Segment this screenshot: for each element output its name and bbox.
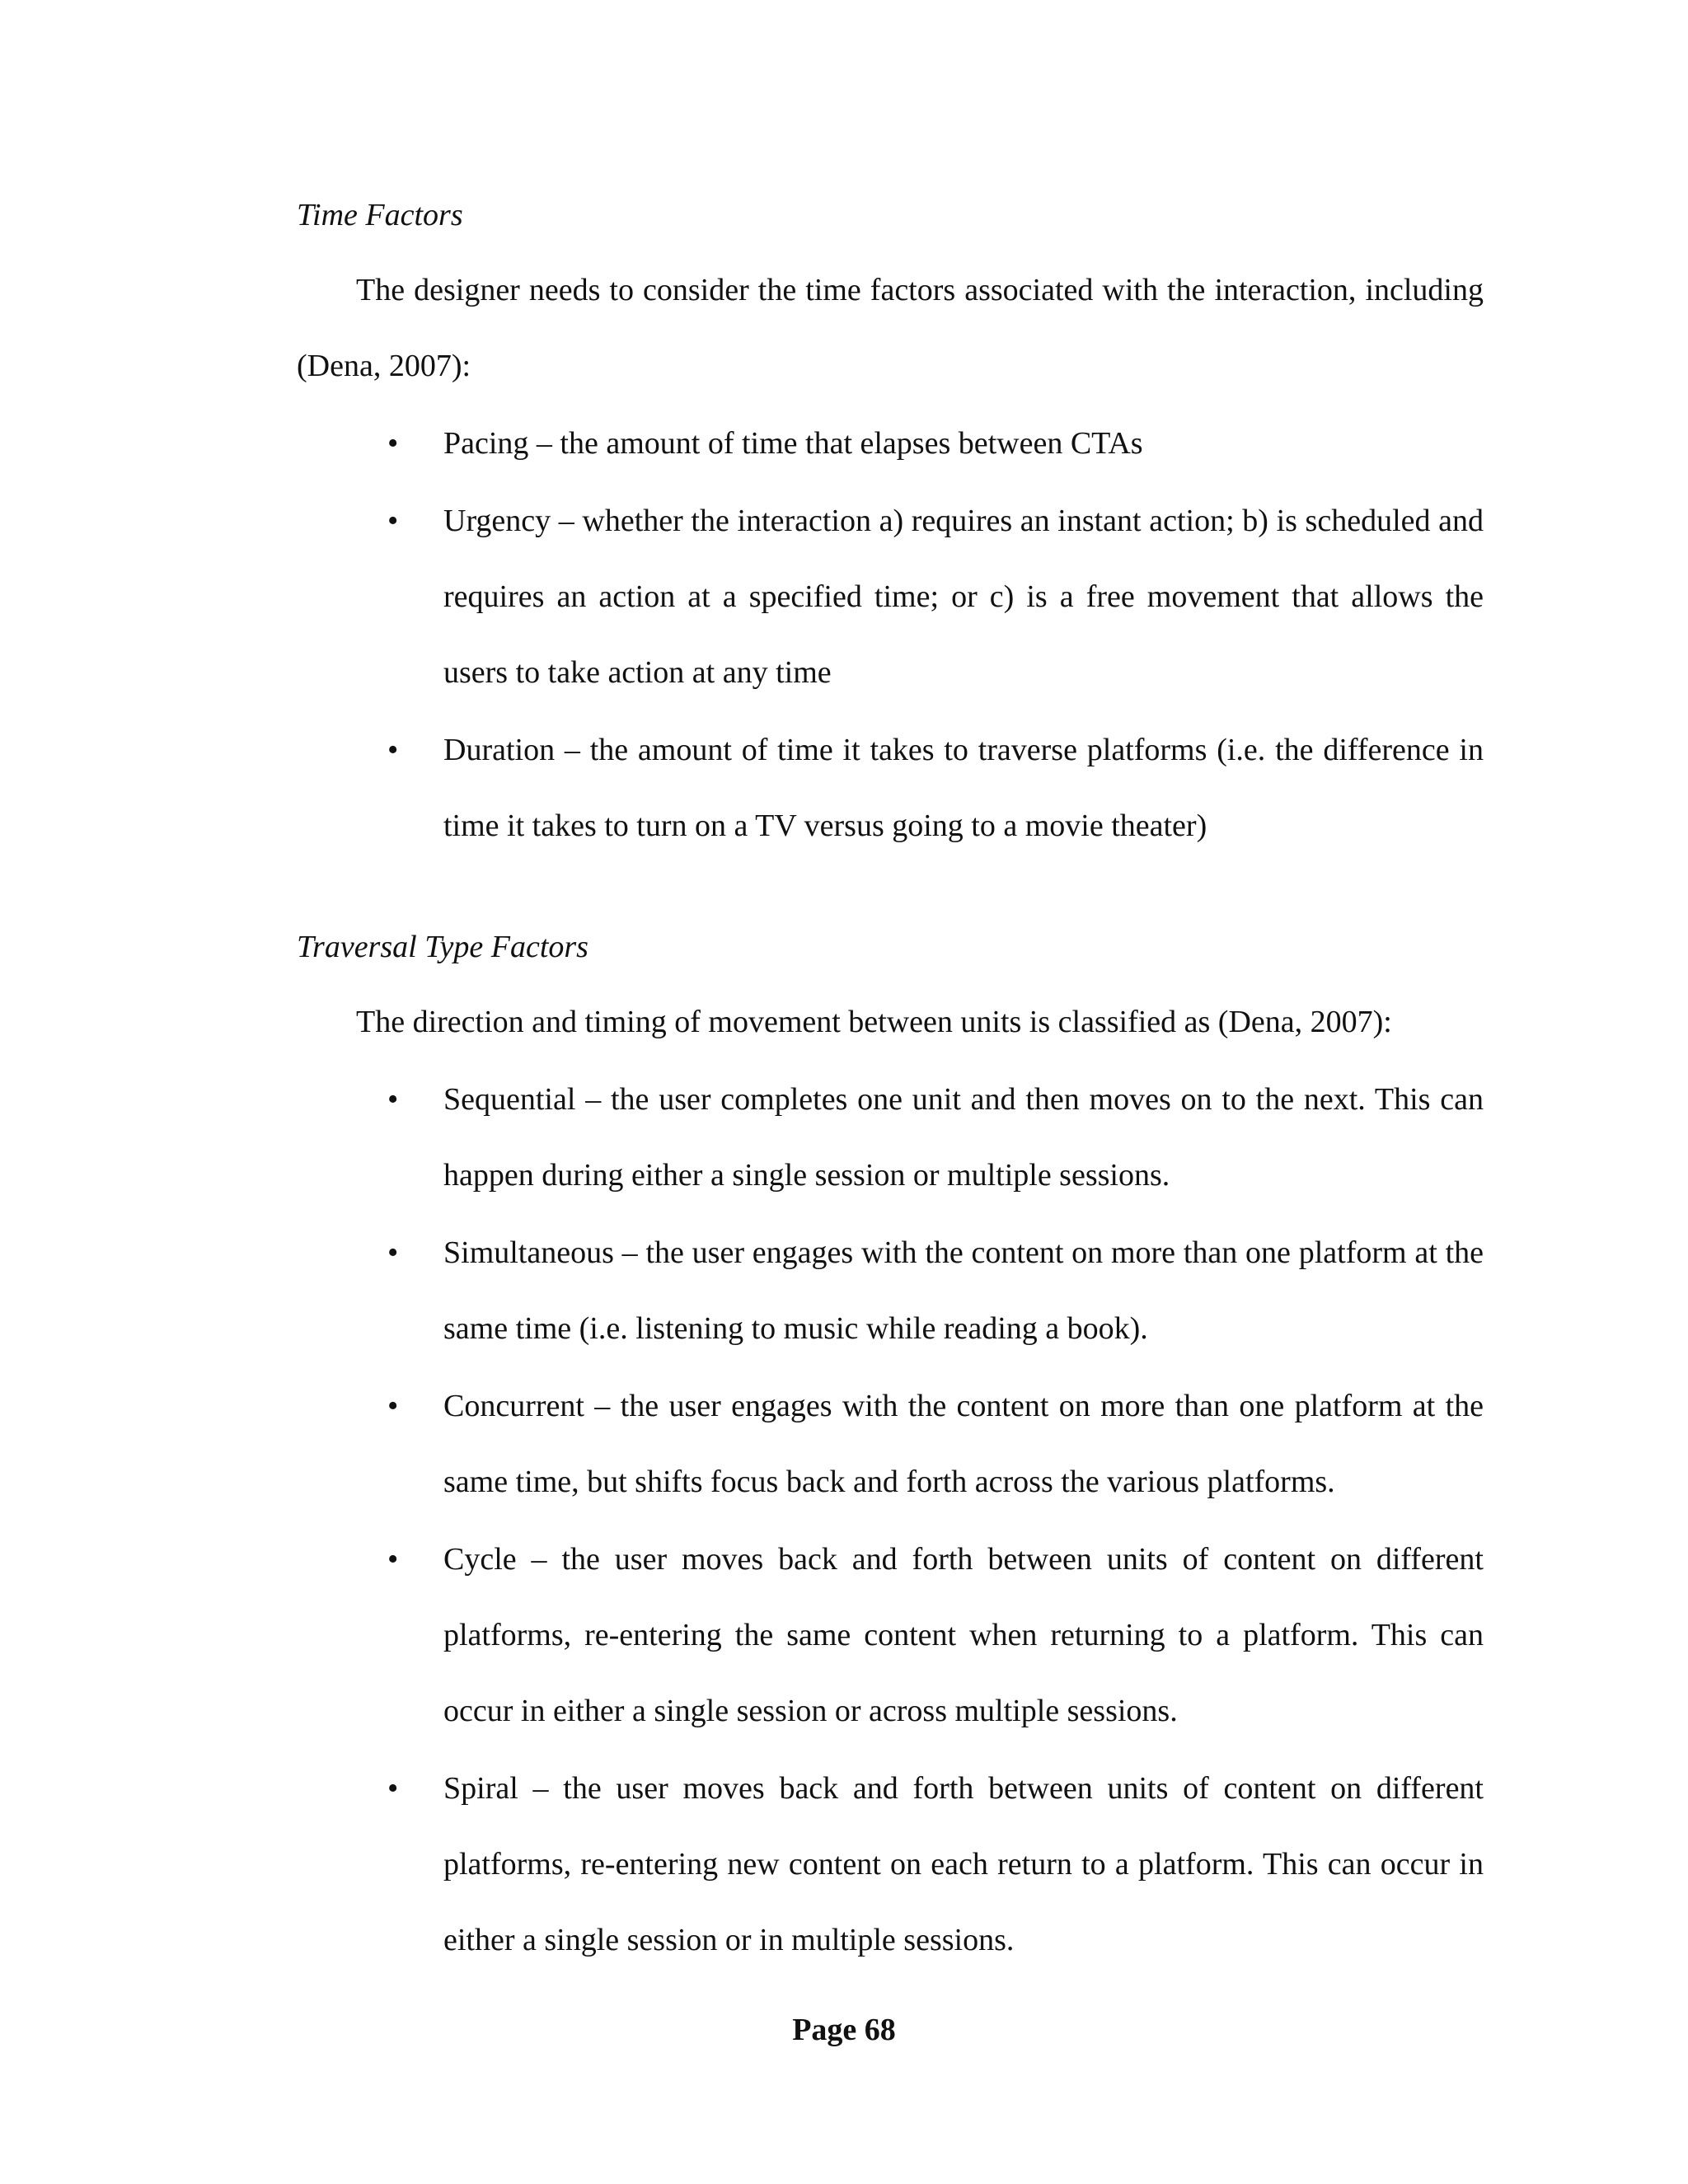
section-heading-traversal-type-factors: Traversal Type Factors <box>297 930 588 964</box>
list-item <box>387 1062 1484 1213</box>
bullet-icon: • <box>387 504 399 538</box>
bullet-icon: • <box>387 733 399 767</box>
bullet-icon: • <box>387 1235 399 1270</box>
bullet-icon: • <box>387 1082 399 1117</box>
list-item-text: Cycle – the user moves back and forth between units of content on different platforms, re-entering the same content when returning to a platform. This can occur in either a single session or across multiple sessions. <box>443 1542 1484 1728</box>
list-item <box>387 405 1484 481</box>
bullet-icon: • <box>387 1389 399 1423</box>
page-number: Page 68 <box>792 2013 896 2047</box>
section-heading-time-factors: Time Factors <box>297 198 463 232</box>
section-intro-time-factors: The designer needs to consider the time factors associated with the interaction, including (Dena, 2007): <box>297 273 1484 383</box>
section-intro-traversal-type-factors: The direction and timing of movement between units is classified as (Dena, 2007): <box>356 1005 1392 1039</box>
list-item <box>387 1521 1484 1749</box>
bullet-icon: • <box>387 1542 399 1577</box>
list-item <box>387 1215 1484 1366</box>
list-item <box>387 483 1484 710</box>
list-item-text: Urgency – whether the interaction a) requires an instant action; b) is scheduled and requires an action at a specified time; or c) is a free movement that allows the users to take action at any time <box>443 504 1484 690</box>
bullet-list-time-factors <box>0 405 1688 865</box>
list-item-text: Pacing – the amount of time that elapses between CTAs <box>443 426 1143 461</box>
list-item-text: Duration – the amount of time it takes to traverse platforms (i.e. the difference in time it takes to turn on a TV versus going to a movie theater) <box>443 733 1484 843</box>
list-item-text: Simultaneous – the user engages with the content on more than one platform at the same time (i.e. listening to music while reading a book). <box>443 1235 1484 1346</box>
list-item <box>387 1750 1484 1978</box>
bullet-list-traversal-type-factors <box>0 1062 1688 1980</box>
bullet-icon: • <box>387 1771 399 1806</box>
bullet-icon: • <box>387 426 399 461</box>
list-item-text: Sequential – the user completes one unit and then moves on to the next. This can happen during either a single session or multiple sessions. <box>443 1082 1484 1193</box>
list-item-text: Spiral – the user moves back and forth between units of content on different platforms, re-entering new content on each return to a platform. This can occur in either a single session or in multiple sessions. <box>443 1771 1484 1957</box>
list-item-text: Concurrent – the user engages with the content on more than one platform at the same time, but shifts focus back and forth across the various platforms. <box>443 1389 1484 1499</box>
list-item <box>387 1368 1484 1520</box>
list-item <box>387 712 1484 864</box>
